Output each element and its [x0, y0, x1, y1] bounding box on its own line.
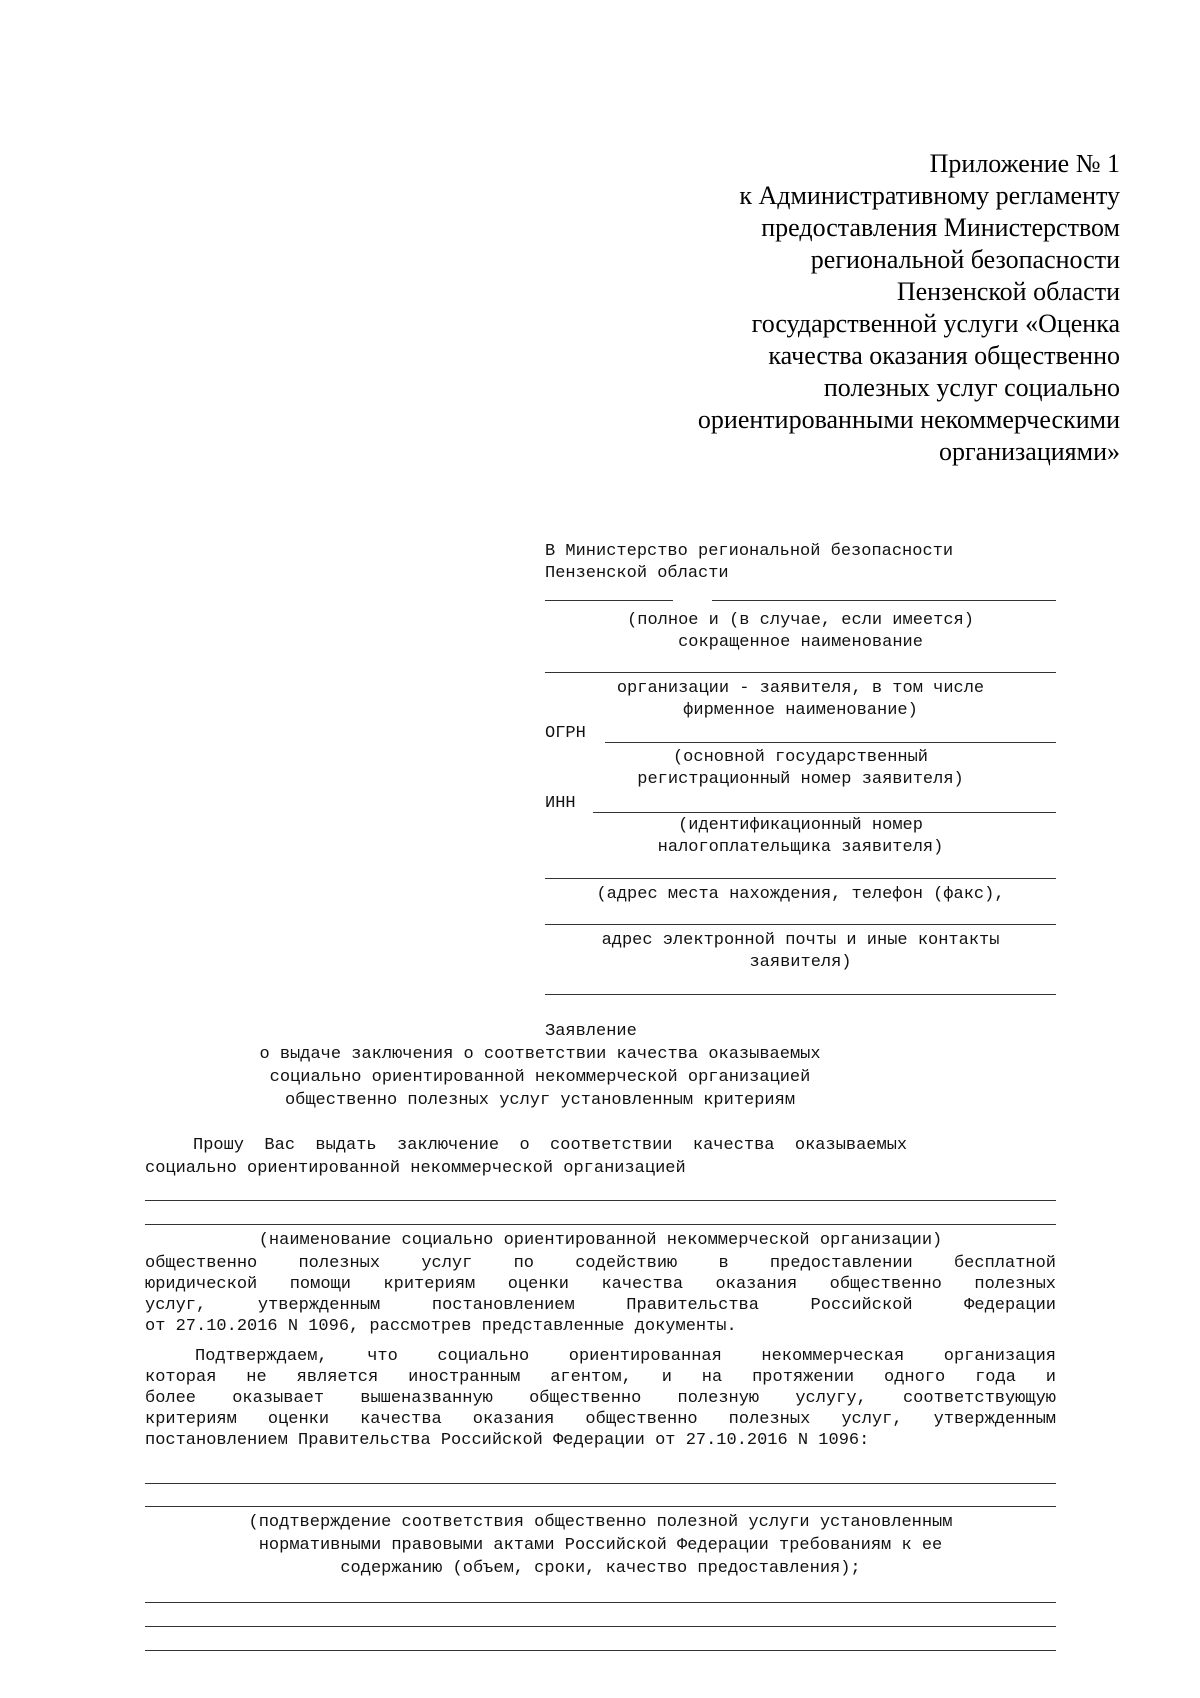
blank-line [545, 672, 1056, 673]
body-paragraph [145, 1346, 1056, 1451]
body-line: Подтверждаем, что социально ориентированная некоммерческая организация [195, 1347, 1056, 1366]
caption-email: заявителя) [749, 953, 852, 972]
caption-ogrn: (основной государственный [672, 748, 929, 767]
body-line: которая не является иностранным агентом, и на протяжении одного года и [145, 1368, 1056, 1387]
header-line: к Административному регламенту [739, 181, 1120, 210]
body-line: более оказывает вышеназванную общественно полезную услугу, соответствующую [145, 1389, 1056, 1408]
blank-line [545, 878, 1056, 879]
header-line: организациями» [939, 437, 1120, 466]
header-line: государственной услуги «Оценка [751, 309, 1120, 338]
inn-label: ИНН [545, 794, 576, 813]
header-line: предоставления Министерством [761, 213, 1120, 242]
caption-name: (полное и (в случае, если имеется) [627, 611, 974, 630]
inn-blank-line [593, 812, 1056, 813]
addressee-to-line: Пензенской области [545, 564, 729, 583]
caption-org: фирменное наименование) [683, 701, 918, 720]
body-line: социально ориентированной некоммерческой организацией [145, 1159, 686, 1178]
caption-address: (адрес места нахождения, телефон (факс), [596, 885, 1005, 904]
header-line: ориентированными некоммерческими [697, 405, 1120, 434]
caption-confirm: содержанию (объем, сроки, качество предоставления); [340, 1559, 861, 1578]
title-line: общественно полезных услуг установленным критериям [284, 1091, 796, 1110]
body-line: Прошу Вас выдать заключение о соответствии качества оказываемых [193, 1136, 908, 1155]
ogrn-label: ОГРН [545, 724, 586, 743]
body-line: услуг, утвержденным постановлением Правительства Российской Федерации [145, 1296, 1056, 1315]
caption-ogrn: регистрационный номер заявителя) [637, 770, 964, 789]
blank-line [145, 1224, 1056, 1225]
blank-line [145, 1602, 1056, 1603]
body-paragraph [145, 1253, 1056, 1337]
caption-email: адрес электронной почты и иные контакты [601, 931, 1000, 950]
body-line: юридической помощи критериям оценки качества оказания общественно полезных [145, 1275, 1056, 1294]
caption-org: организации - заявителя, в том числе [616, 679, 985, 698]
header-line: качества оказания общественно [768, 341, 1120, 370]
caption-confirm: (подтверждение соответствия общественно полезной услуги установленным [248, 1513, 953, 1532]
caption-confirm: нормативными правовыми актами Российской Федерации требованиям к ее [258, 1536, 943, 1555]
title-line: о выдаче заключения о соответствии качества оказываемых [259, 1045, 821, 1064]
body-line: от 27.10.2016 N 1096, рассмотрев представленные документы. [145, 1317, 737, 1336]
title-word: Заявление [545, 1022, 637, 1041]
header-line: полезных услуг социально [823, 373, 1120, 402]
caption-org-name: (наименование социально ориентированной некоммерческой организации) [258, 1231, 943, 1250]
blank-line [545, 994, 1056, 995]
blank-line [145, 1626, 1056, 1627]
caption-inn: (идентификационный номер [678, 816, 923, 835]
body-line: общественно полезных услуг по содействию в предоставлении бесплатной [145, 1254, 1056, 1273]
blank-line [712, 600, 1056, 601]
header-line: Пензенской области [896, 277, 1120, 306]
caption-name: сокращенное наименование [678, 633, 923, 652]
caption-inn: налогоплательщика заявителя) [657, 838, 944, 857]
header-line: региональной безопасности [810, 245, 1120, 274]
body-line: постановлением Правительства Российской Федерации от 27.10.2016 N 1096: [145, 1431, 870, 1450]
blank-line [145, 1200, 1056, 1201]
header-line: Приложение № 1 [929, 149, 1120, 178]
blank-line [145, 1483, 1056, 1484]
blank-line [145, 1506, 1056, 1507]
blank-line [545, 600, 673, 601]
appendix-header [698, 148, 1120, 468]
blank-line [145, 1650, 1056, 1651]
addressee-to-line: В Министерство региональной безопасности [545, 542, 954, 561]
ogrn-blank-line [605, 742, 1056, 743]
title-line: социально ориентированной некоммерческой организацией [269, 1068, 811, 1087]
body-line: критериям оценки качества оказания общественно полезных услуг, утвержденным [145, 1410, 1056, 1429]
blank-line [545, 924, 1056, 925]
